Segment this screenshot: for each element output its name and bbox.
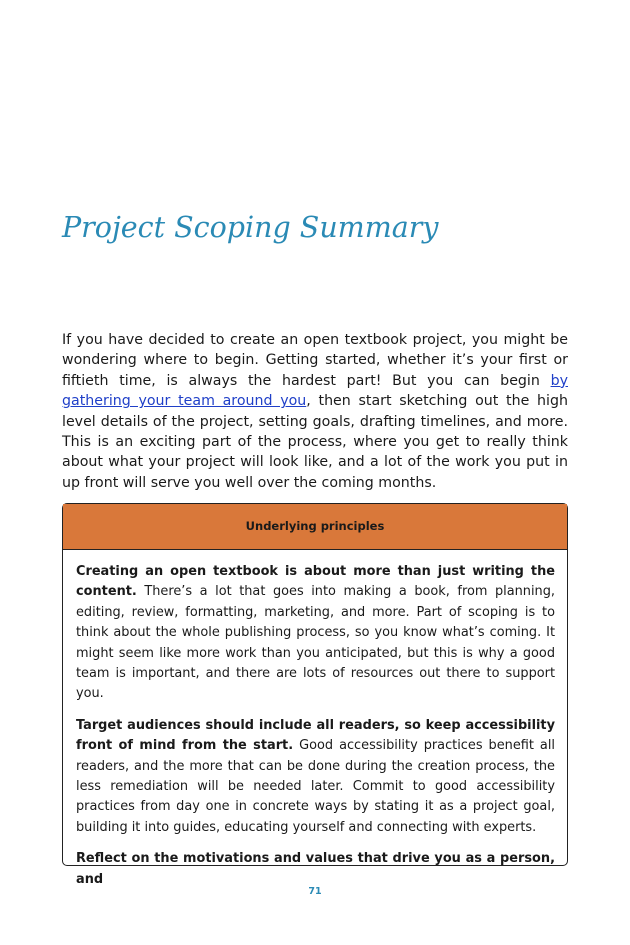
principles-box — [62, 503, 568, 887]
gathering-team-link[interactable]: by gathering your team around you — [62, 372, 568, 410]
page-title: Project Scoping Summary — [62, 211, 439, 244]
principle-item-bold: Reflect on the motivations and values that drive you as a person, and — [76, 851, 555, 887]
intro-text-start: If you have decided to create an open textbook project, you might be wondering where to begin. Getting started, whether it’s your first or fiftieth time, is always the hardest part! But you can begin — [62, 332, 568, 389]
principle-item-bold: Target audiences should include all readers, so keep accessibility front of mind from the start. — [76, 717, 555, 754]
principle-item-text: Good accessibility practices benefit all readers, and the more that can be done during the creation process, the less remediation will be needed later. Commit to good accessibility practices from day one in concrete ways by stating it as a project goal, building it into guides, educating yourself and connecting with experts. — [76, 738, 555, 835]
intro-paragraph — [62, 330, 568, 493]
principle-item-bold: Creating an open textbook is about more than just writing the content. — [76, 564, 555, 600]
principle-item — [76, 562, 555, 705]
principles-box-body — [63, 550, 567, 890]
intro-text-end: , then start sketching out the high level details of the project, setting goals, drafting timelines, and more. This is an exciting part of the process, where you get to really think about what your project will look like, and a lot of the work you put in up front will serve you well over the coming months. — [62, 393, 568, 491]
page-number: 71 — [308, 886, 322, 897]
principle-item — [76, 716, 555, 838]
principles-box-heading: Underlying principles — [63, 504, 567, 550]
principle-item — [76, 849, 555, 890]
principle-item-text: There’s a lot that goes into making a book, from planning, editing, review, formatting, marketing, and more. Part of scoping is to think about the whole publishing process, so you know what’s coming. It might seem like more work than you anticipated, but this is why a good team is important, and there are lots of resources out there to support you. — [76, 584, 555, 702]
